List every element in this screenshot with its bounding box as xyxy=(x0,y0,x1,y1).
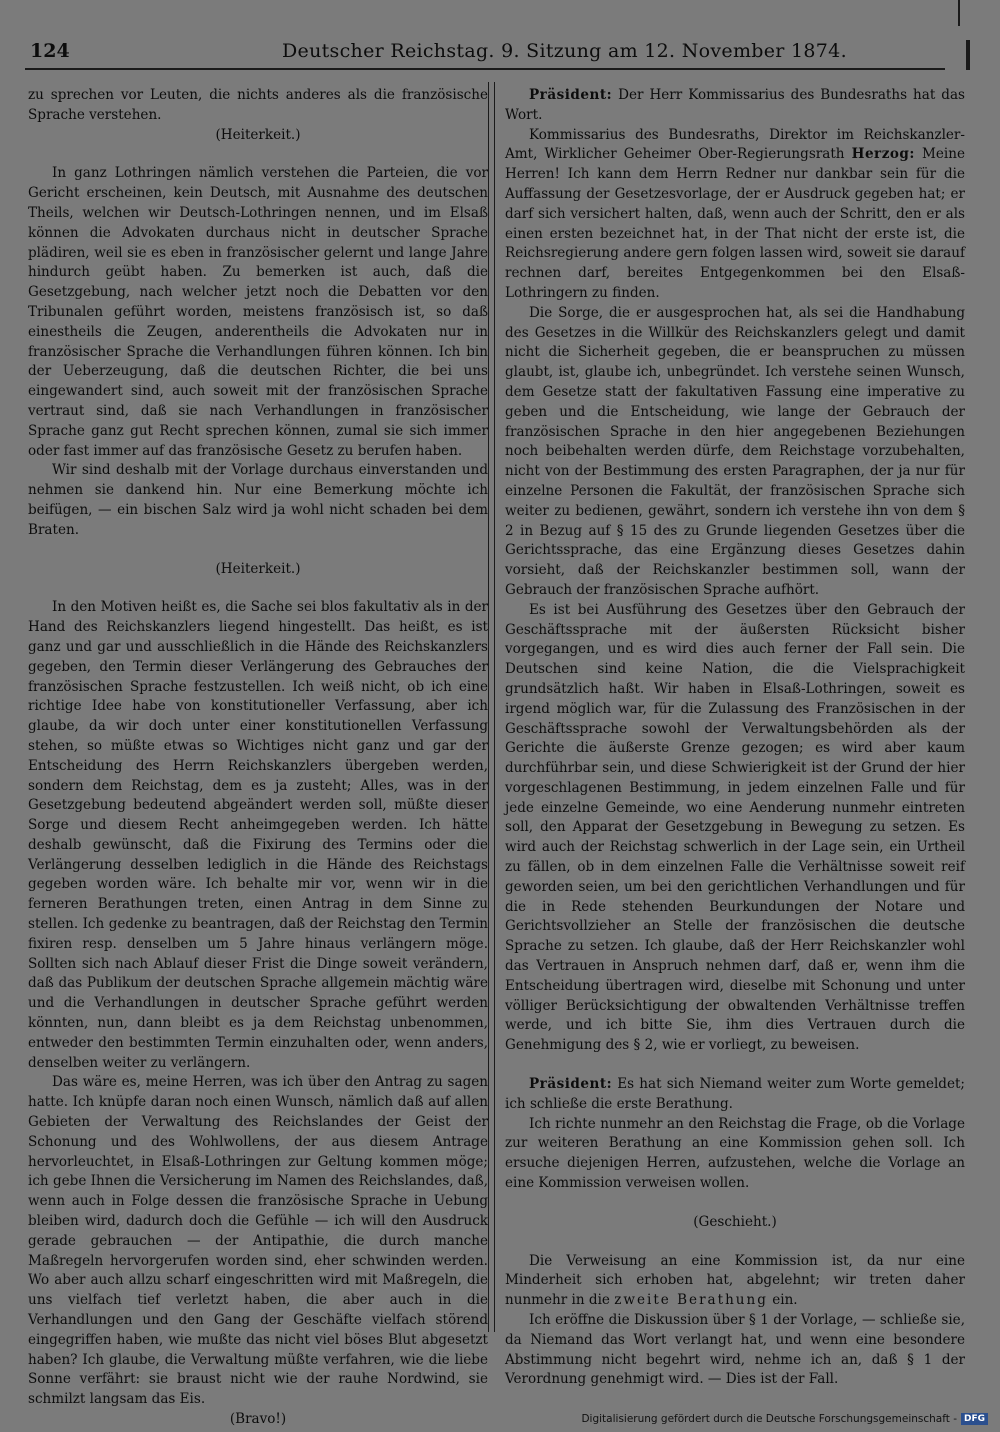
paragraph: zu sprechen vor Leuten, die nichts anderes als die französische Sprache verstehen. xyxy=(28,87,488,123)
paragraph: In den Motiven heißt es, die Sache sei blos fakultativ als in der Hand des Reichskanzlers liegend hingestellt. Das heißt, es ist ganz und gar und ausschließlich in die Hände des Reichskanzlers gegeben, den Termin dieser Verlängerung des Gebrauches der französischen Sprache festzustellen. Ich weiß nicht, ob ich eine richtige Idee habe von konstitutioneller Verfassung, aber ich glaube, da wir doch unter einer konstitutionellen Verfassung stehen, so müßte etwas so Wichtiges nicht ganz und gar der Entscheidung des Herrn Reichskanzlers übergeben werden, sondern dem Reichstag, dem es ja zusteht; Alles, was in der Gesetzgebung bedeutend abgeändert werden soll, müßte dieser Sorge und diesem Recht anheimgegeben werden. Ich hätte deshalb gewünscht, daß die Fixirung des Termins oder die Verlängerung desselben lediglich in die Hände des Reichstags gegeben worden wäre. Ich behalte mir vor, wenn wir in die ferneren Berathungen treten, einen Antrag in dem Sinne zu stellen. Ich gedenke zu beantragen, daß der Reichstag den Termin fixiren resp. denselben um 5 Jahre hinaus verlängern möge. Sollten sich nach Ablauf dieser Frist die Dinge soweit verändern, daß das Publikum der deutschen Sprache allgemein mächtig wäre und die Verhandlungen in deutscher Sprache geführt werden könnten, nun, dann bleibt es ja dem Reichstag unbenommen, entweder den bestimmten Termin einzuhalten oder, wenn anders, denselben weiter zu verlängern. xyxy=(28,599,488,1071)
spacer xyxy=(28,145,488,164)
paragraph: Die Sorge, die er ausgesprochen hat, als sei die Handhabung des Gesetzes in die Willkür des Reichskanzlers gelegt und damit nicht die Sicherheit gegeben, die er beanspruchen zu müssen glaubt, ist, glaube ich, unbegründet. Ich verstehe seinen Wunsch, dem Gesetze statt der fakultativen Fassung eine imperative zu geben und die Entscheidung, wie lange der Gebrauch der französischen Sprache in den hier angegebenen Beziehungen noch beibehalten werden dürfe, dem Reichstage vorzubehalten, nicht von der Bestimmung des ersten Paragraphen, der ja nur für einzelne Personen die Fakultät, der französischen Sprache sich weiter zu bedienen, gewährt, sondern ich verstehe ihn von dem § 2 in Bezug auf § 15 des zu Grunde liegenden Gesetzes über die Gerichtssprache, das eine Ergänzung dieses Gesetzes dahin vorsieht, daß der Reichskanzler bestimmen soll, wann der Gebrauch der französischen Sprache aufhört. xyxy=(505,304,965,598)
spacer xyxy=(28,579,488,598)
column-divider xyxy=(488,82,495,1332)
paragraph xyxy=(505,1252,965,1311)
edge-mark-right xyxy=(966,40,970,70)
interjection-applause: (Bravo!) xyxy=(229,1411,287,1427)
speaker-name: Präsident: xyxy=(529,87,613,103)
paragraph: Wir sind deshalb mit der Vorlage durchaus einverstanden und nehmen sie dankend hin. Nur eine Bemerkung möchte ich beifügen, — ein bischen Salz wird ja wohl nicht schaden bei dem Braten. xyxy=(28,462,488,538)
spacer xyxy=(505,1194,965,1213)
speech-text: Meine Herren! Ich kann dem Herrn Redner nur dankbar sein für die Auffassung der Gesetzesvorlage, der er Ausdruck gegeben hat; er darf sich versichert halten, daß, wenn auch der Schritt, den er als einen ersten bezeichnet hat, in der That nicht der erste ist, die Reichsregierung andere gern folgen lassen wird, soweit sie darauf rechnen darf, bereites Entgegenkommen bei den Elsaß-Lothringern zu finden. xyxy=(505,146,965,301)
paragraph: Das wäre es, meine Herren, was ich über den Antrag zu sagen hatte. Ich knüpfe daran noch einen Wunsch, nämlich daß auf allen Gebieten der Verwaltung des Reichslandes der Geist der Schonung und des Wohlwollens, der aus diesem Antrage hervorleuchtet, in Elsaß-Lothringen zur Geltung kommen möge; ich gebe Ihnen die Versicherung im Namen des Reichslandes, daß, wenn auch in Folge dessen die französische Sprache in Uebung bleiben wird, dadurch doch die Gefühle — ich will den Ausdruck gerade gebrauchen — der Antipathie, die durch manche Maßregeln hervorgerufen worden sind, eher schwinden werden. Wo aber auch allzu scharf eingeschritten wird mit Maßregeln, die uns vielfach tief verletzt haben, die aber auch in die Verhandlungen und den Gang der Geschäfte vielfach störend eingegriffen haben, wie mußte das nicht viel böses Blut abgesetzt haben? Ich glaube, die Verwaltung müßte verfahren, wie die liebe Sonne verfährt: sie braust nicht wie der rauhe Nordwind, sie schmilzt langsam das Eis. xyxy=(28,1074,488,1408)
speaker-name: Herzog: xyxy=(851,146,915,163)
spacer xyxy=(505,1056,965,1075)
page-header xyxy=(30,40,950,66)
spacer xyxy=(505,1233,965,1252)
header-rule xyxy=(25,68,945,70)
paragraph: In ganz Lothringen nämlich verstehen die Parteien, die vor Gericht erscheinen, kein Deutsch, mit Ausnahme des deutschen Theils, welchen wir Deutsch-Lothringen nennen, und im Elsaß können die Advokaten durchaus nicht in deutscher Sprache plädiren, weil sie es eben in französischer gelernt und lange Jahre hindurch geübt haben. Zu bemerken ist auch, daß die Gesetzgebung, nach welcher jetzt noch die Debatten vor den Tribunalen geführt worden, meistens französisch ist, so daß einestheils die Zeugen, anderentheils die Advokaten nur in französischer Sprache die Verhandlungen führen können. Ich bin der Ueberzeugung, daß die deutschen Richter, die bei uns eingewandert sind, auch soweit mit der französischen Sprache vertraut sind, daß sie nach Verhandlungen in französischer Sprache ganz gut Recht sprechen können, zumal sie sich immer oder fast immer auf das französische Gesetz zu berufen haben. xyxy=(28,165,488,459)
dfg-logo: DFG xyxy=(961,1413,988,1425)
right-column xyxy=(505,86,965,1390)
interjection-laughter: (Heiterkeit.) xyxy=(215,560,301,577)
paragraph: Ich eröffne die Diskussion über § 1 der Vorlage, — schließe sie, da Niemand das Wort verlangt hat, und wenn eine besondere Abstimmung nicht begehrt wird, nehme ich an, daß § 1 der Verordnung genehmigt wird. — Dies ist der Fall. xyxy=(505,1312,965,1388)
paragraph xyxy=(505,126,965,304)
paragraph: Ich richte nunmehr an den Reichstag die Frage, ob die Vorlage zur weiteren Berathung an eine Kommission gehen soll. Ich ersuche diejenigen Herren, aufzustehen, welche die Vorlage an eine Kommission verweisen wollen. xyxy=(505,1115,965,1192)
interjection-happens: (Geschieht.) xyxy=(693,1213,777,1230)
footer-text: Digitalisierung gefördert durch die Deutsche Forschungsgemeinschaft - xyxy=(581,1413,957,1425)
speech-text: Der Herr Kommissarius des Bundesraths hat das Wort. xyxy=(505,87,965,123)
speaker-title: Kommissarius des Bundesraths, Direktor im Reichskanzler-Amt, Wirklicher Geheimer Ober-Regierungsrath xyxy=(505,126,965,163)
speaker-name: Präsident: xyxy=(529,1076,613,1093)
interjection-laughter: (Heiterkeit.) xyxy=(215,126,301,143)
left-column xyxy=(28,86,488,1430)
spacer xyxy=(28,541,488,560)
paragraph xyxy=(505,1075,965,1115)
speech-text: Die Verweisung an eine Kommission ist, da nur eine Minderheit sich erhoben hat, abgelehnt; wir treten daher nunmehr in die xyxy=(505,1252,965,1309)
page-number: 124 xyxy=(30,40,70,62)
edge-mark-top xyxy=(958,0,960,26)
paragraph xyxy=(505,86,965,126)
speech-text: ein. xyxy=(772,1292,798,1309)
paragraph: Es ist bei Ausführung des Gesetzes über den Gebrauch der Geschäftssprache mit der äußersten Rücksicht bisher vorgegangen, und es wird dies auch ferner der Fall sein. Die Deutschen sind keine Nation, die die Vielsprachigkeit grundsätzlich haßt. Wir haben in Elsaß-Lothringen, soweit es irgend möglich war, für die Zulassung des Französischen in der Geschäftssprache sowohl der Verwaltungsbehörden als der Gerichte die äußerste Grenze gezogen; es wird aber kaum durchführbar sein, und diese Schwierigkeit ist der Grund der hier vorgeschlagenen Bestimmung, in jedem einzelnen Falle und für jede einzelne Gemeinde, wo eine Aenderung nunmehr eintreten soll, den Apparat der Gesetzgebung in Bewegung zu setzen. Es wird auch der Reichstag schwerlich in der Lage sein, ein Urtheil zu fällen, ob in dem einzelnen Falle die Verhältnisse soweit reif geworden seien, um bei den gerichtlichen Verhandlungen und für die in Rede stehenden Beurkundungen der Notare und Gerichtsvollzieher an Stelle der französischen die deutsche Sprache zu setzen. Ich glaube, daß der Herr Reichskanzler wohl das Vertrauen in Anspruch nehmen darf, daß er, wenn ihm die Entscheidung übertragen wird, dieselbe mit Schonung und unter völliger Berücksichtigung der obwaltenden Verhältnisse treffen werde, und ich bitte Sie, ihm dies Vertrauen durch die Genehmigung des § 2, wie er vorliegt, zu beweisen. xyxy=(505,601,965,1054)
speech-text: Es hat sich Niemand weiter zum Worte gemeldet; ich schließe die erste Berathung. xyxy=(505,1076,965,1112)
footer xyxy=(581,1411,988,1427)
emphasized-text: zweite Berathung xyxy=(614,1292,768,1309)
running-title: Deutscher Reichstag. 9. Sitzung am 12. November 1874. xyxy=(282,40,847,62)
